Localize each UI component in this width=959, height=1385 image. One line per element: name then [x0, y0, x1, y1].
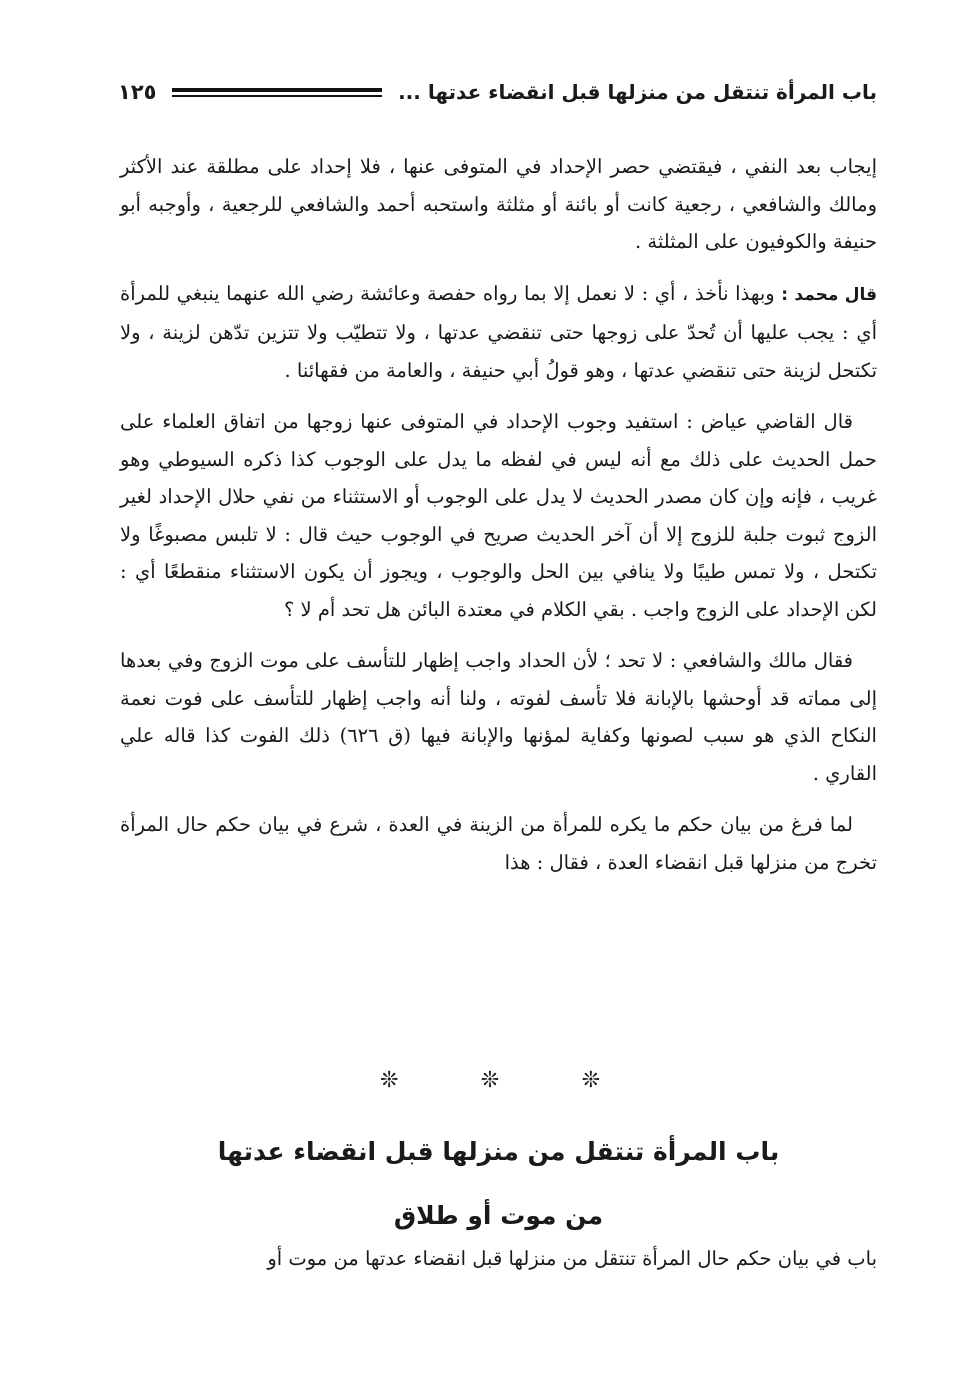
header-rule-thin [172, 95, 382, 97]
paragraph-text: إيجاب بعد النفي ، فيقتضي حصر الإحداد في المتوفى عنها ، فلا إحداد على مطلقة عند الأكثر ومالك والشافعي ، رجعية كانت أو بائنة أو مثلثة واستحبه أحمد والشافعي للرجعية ، وأوجبه أبو حنيفة والكوفيون على المثلثة . [120, 155, 877, 253]
paragraph-text: فقال مالك والشافعي : لا تحد ؛ لأن الحداد واجب إظهار للتأسف على موت الزوج وفي بعدها إلى مماته قد أوحشها بالإبانة فلا تأسف لفوته ، ولنا أنه واجب إظهار للتأسف على فوت نعمة النكاح الذي هو سبب لصونها وكفاية لمؤنها والإبانة فيها (ق ٦٢٦) ذلك الفوت كذا قاله علي القاري . [120, 649, 877, 785]
paragraph-1 [120, 148, 877, 261]
paragraph-3 [120, 403, 877, 628]
page-number: ١٢٥ [118, 80, 157, 104]
paragraph-5 [120, 806, 877, 881]
paragraph-text: لما فرغ من بيان حكم ما يكره للمرأة من الزينة في العدة ، شرع في بيان حكم حال المرأة تخرج من منزلها قبل انقضاء العدة ، فقال : هذا [120, 813, 877, 874]
asterism-star: ❊ [480, 1068, 500, 1093]
paragraph-2 [120, 275, 877, 390]
running-title: باب المرأة تنتقل من منزلها قبل انقضاء عدتها ... [398, 80, 877, 104]
asterism-star: ❊ [581, 1068, 600, 1093]
body-text [120, 148, 877, 895]
chapter-title-line-2: من موت أو طلاق [393, 1201, 604, 1230]
chapter-heading [120, 1120, 877, 1248]
closing-line: باب في بيان حكم حال المرأة تنتقل من منزلها قبل انقضاء عدتها من موت أو [267, 1247, 877, 1270]
chapter-title-line-1: باب المرأة تنتقل من منزلها قبل انقضاء عدتها [217, 1137, 780, 1166]
running-header [118, 72, 877, 112]
paragraph-text: قال القاضي عياض : استفيد وجوب الإحداد في المتوفى عنها زوجها من اتفاق العلماء على حمل الحديث على ذلك مع أنه ليس في لفظه ما يدل على الوجوب كذا ذكره السيوطي وهو غريب ، فإنه وإن كان مصدر الحديث لا يدل على الوجوب أو الاستثناء من نفي حلال الإحداد لغير الزوج ثبوت جلبة للزوج إلا أن آخر الحديث صريح في الوجوب حيث قال : لا تلبس مصبوغًا ولا تكتحل ، ولا تمس طيبًا ولا ينافي بين الحل والوجوب ، ويجوز أن يكون الاستثناء منقطعًا أي : لكن الإحداد على الزوج واجب . بقي الكلام في معتدة البائن هل تحد أم لا ؟ [120, 410, 877, 621]
header-rule [172, 88, 382, 97]
paragraph-text: وبهذا نأخذ ، أي : لا نعمل إلا بما رواه حفصة وعائشة رضي الله عنهما ينبغي للمرأة أي : يجب عليها أن تُحدّ على زوجها حتى تنقضي عدتها ، ولا تتطيّب ولا تتزين تدّهن لزينة ، ولا تكتحل لزينة حتى تنقضي عدتها ، وهو قولُ أبي حنيفة ، والعامة من فقهائنا . [120, 281, 877, 382]
section-divider [380, 1068, 600, 1093]
asterism-star: ❊ [380, 1068, 399, 1093]
paragraph-4 [120, 642, 877, 792]
header-rule-thick [172, 88, 382, 92]
speaker-label: قال محمد : [781, 284, 877, 305]
